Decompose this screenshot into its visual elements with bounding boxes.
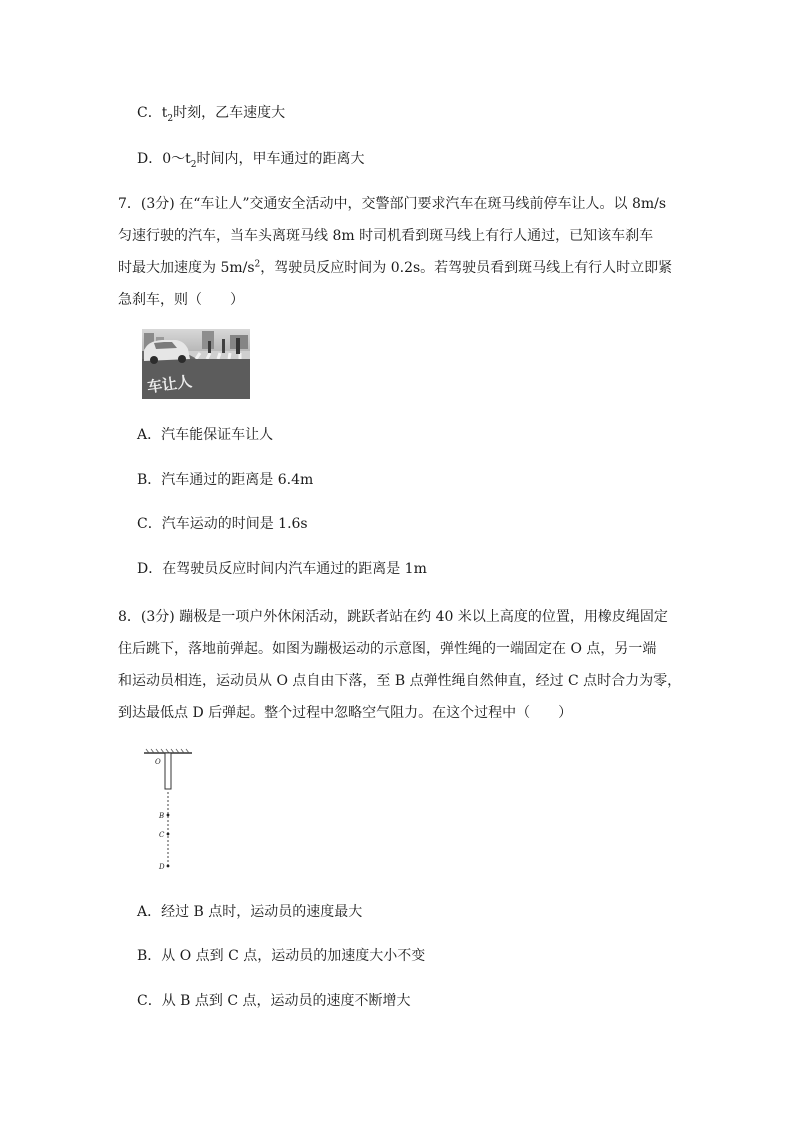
label-o: O bbox=[155, 758, 161, 766]
q6-option-c-sub: 2 bbox=[167, 113, 174, 124]
label-d: D bbox=[159, 863, 165, 871]
q6-option-d bbox=[137, 149, 365, 169]
q8-stem-line-3: 和运动员相连，运动员从 O 点自由下落，至 B 点弹性绳自然伸直，经过 C 点时合力为零， bbox=[118, 673, 682, 689]
q7-stem-line-4: 急刹车，则（ ） bbox=[118, 292, 244, 308]
q7-option-d: D．在驾驶员反应时间内汽车通过的距离是 1m bbox=[137, 561, 427, 577]
q8-option-c: C．从 B 点到 C 点，运动员的速度不断增大 bbox=[137, 993, 411, 1009]
q7-stem-line-3 bbox=[118, 252, 678, 284]
label-b: B bbox=[159, 812, 165, 820]
q8-stem-line-4: 到达最低点 D 后弹起。整个过程中忽略空气阻力。在这个过程中（ ） bbox=[118, 705, 573, 721]
q7-stem-line-3-a: 时最大加速度为 5m/s bbox=[118, 260, 255, 276]
q7-option-b: B．汽车通过的距离是 6.4m bbox=[137, 472, 314, 488]
q8-option-a: A．经过 B 点时，运动员的速度最大 bbox=[137, 904, 363, 920]
q7-stem-line-1: 7．(3分) 在“车让人”交通安全活动中，交警部门要求汽车在斑马线前停车让人。以 8m/s bbox=[118, 196, 667, 212]
crosswalk-photo bbox=[142, 329, 250, 399]
q8-stem-line-1: 8．(3分) 蹦极是一项户外休闲活动，跳跃者站在约 40 米以上高度的位置，用橡皮绳固定 bbox=[118, 609, 668, 625]
q6-option-d-text: D．0～t bbox=[137, 151, 191, 167]
q8-stem bbox=[118, 601, 682, 729]
q8-stem-line-2: 住后跳下，落地前弹起。如图为蹦极运动的示意图，弹性绳的一端固定在 O 点，另一端 bbox=[118, 641, 657, 657]
q6-option-c-text-2: 时刻，乙车速度大 bbox=[173, 105, 286, 121]
q7-stem-line-3-b: ，驾驶员反应时间为 0.2s。若驾驶员看到斑马线上有行人时立即紧 bbox=[260, 260, 673, 276]
q7-stem bbox=[118, 188, 678, 316]
q6-option-c bbox=[137, 103, 285, 123]
crosswalk-road-text: 车让人 bbox=[145, 372, 194, 397]
q7-stem-line-2: 匀速行驶的汽车，当车头离斑马线 8m 时司机看到斑马线上有行人通过，已知该车刹车 bbox=[118, 228, 654, 244]
bungee-diagram bbox=[140, 748, 200, 873]
q7-option-c: C．汽车运动的时间是 1.6s bbox=[137, 516, 308, 532]
label-c: C bbox=[159, 831, 165, 839]
q6-option-d-sub: 2 bbox=[190, 159, 197, 170]
q7-stem-line-3-sup: 2 bbox=[254, 259, 261, 270]
q8-option-b: B．从 O 点到 C 点，运动员的加速度大小不变 bbox=[137, 948, 426, 964]
q6-option-c-text: C．t bbox=[137, 105, 168, 121]
q7-option-a: A．汽车能保证车让人 bbox=[137, 427, 274, 443]
q6-option-d-text-2: 时间内，甲车通过的距离大 bbox=[196, 151, 365, 167]
